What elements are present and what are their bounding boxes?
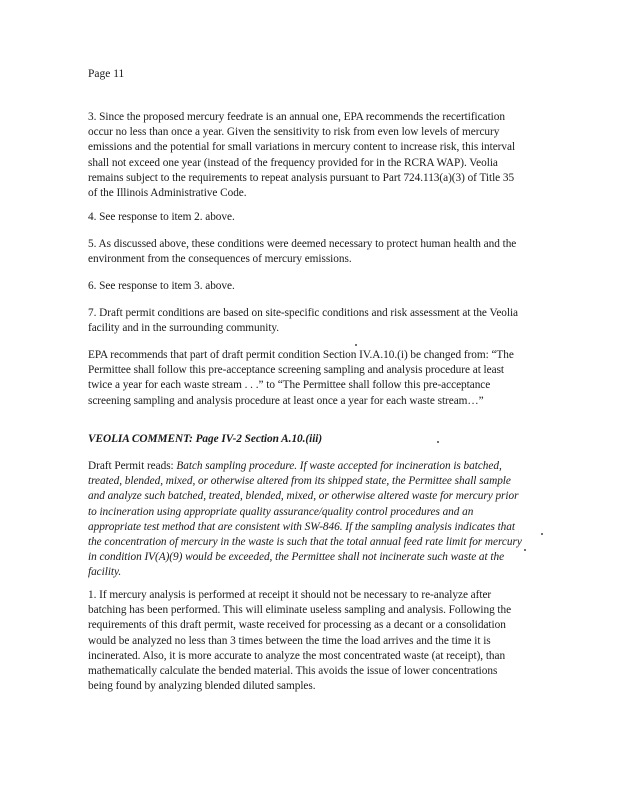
section-heading bbox=[88, 432, 524, 447]
draft-lead-text: Draft Permit reads: bbox=[88, 460, 177, 472]
heading-text: VEOLIA COMMENT: Page IV-2 Section A.10.(iii) bbox=[88, 433, 323, 445]
paragraph-item-1 bbox=[88, 588, 524, 694]
draft-italic-text: Batch sampling procedure. If waste accepted for incineration is batched, treated, blended, mixed, or otherwise altered from its shipped state, the Permittee shall sample and analyze such batched, treated, blended, mixed, or otherwise altered waste for mercury prior to incineration using appropriate quality assurance/quality control procedures and an appropriate test method that are consistent with SW-846. If the sampling analysis indicates that the concentration of mercury in the waste is such that the total annual feed rate limit for mercury in condition IV(A)(9) would be exceeded, the Permittee shall not incinerate such waste at the facility. bbox=[88, 460, 522, 579]
paragraph-text: 1. If mercury analysis is performed at receipt it should not be necessary to re-analyze after batching has been performed. This will eliminate useless sampling and analysis. Following the requirements of this draft permit, waste received for processing as a decant or a consolidation would be analyzed no less than 3 times between the time the load arrives and the time it is incinerated. Also, it is more accurate to analyze the most concentrated waste (at receipt), than mathematically calculate the bended material. This avoids the issue of lower concentrations being found by analyzing blended diluted samples. bbox=[88, 589, 512, 693]
paragraph-item-6 bbox=[88, 279, 524, 294]
paragraph-text: 6. See response to item 3. above. bbox=[88, 280, 235, 292]
paragraph-item-3 bbox=[88, 110, 524, 201]
paragraph-item-5 bbox=[88, 237, 524, 267]
paragraph-text: 3. Since the proposed mercury feedrate is an annual one, EPA recommends the recertification occur no less than once a year. Given the sensitivity to risk from even low levels of mercury emissions and the potential for small variations in mercury content to increase risk, this interval shall not exceed one year (instead of the frequency provided for in the RCRA WAP). Veolia remains subject to the requirements to repeat analysis pursuant to Part 724.113(a)(3) of Title 35 of the Illinois Administrative Code. bbox=[88, 111, 516, 200]
scan-speck bbox=[437, 441, 439, 443]
epa-recommendation bbox=[88, 348, 524, 409]
draft-permit-quote bbox=[88, 459, 524, 581]
scan-speck bbox=[355, 344, 357, 346]
paragraph-text: 4. See response to item 2. above. bbox=[88, 211, 235, 223]
scan-speck bbox=[541, 533, 543, 535]
paragraph-text bbox=[88, 459, 524, 581]
paragraph-text: 5. As discussed above, these conditions were deemed necessary to protect human health and the environment from the consequences of mercury emissions. bbox=[88, 238, 517, 266]
paragraph-item-4 bbox=[88, 210, 524, 225]
scan-speck bbox=[524, 549, 526, 551]
paragraph-text: 7. Draft permit conditions are based on site-specific conditions and risk assessment at the Veolia facility and in the surrounding community. bbox=[88, 307, 519, 335]
page-number-header: Page 11 bbox=[88, 68, 125, 80]
paragraph-text: EPA recommends that part of draft permit condition Section IV.A.10.(i) be changed from: “The Permittee shall follow this pre-acceptance screening sampling and analysis procedure at least twice a year for each waste stream . . .” to “The Permittee shall follow this pre-acceptance screening sampling and analysis procedure at least once a year for each waste stream…” bbox=[88, 349, 514, 407]
paragraph-item-7 bbox=[88, 306, 524, 336]
